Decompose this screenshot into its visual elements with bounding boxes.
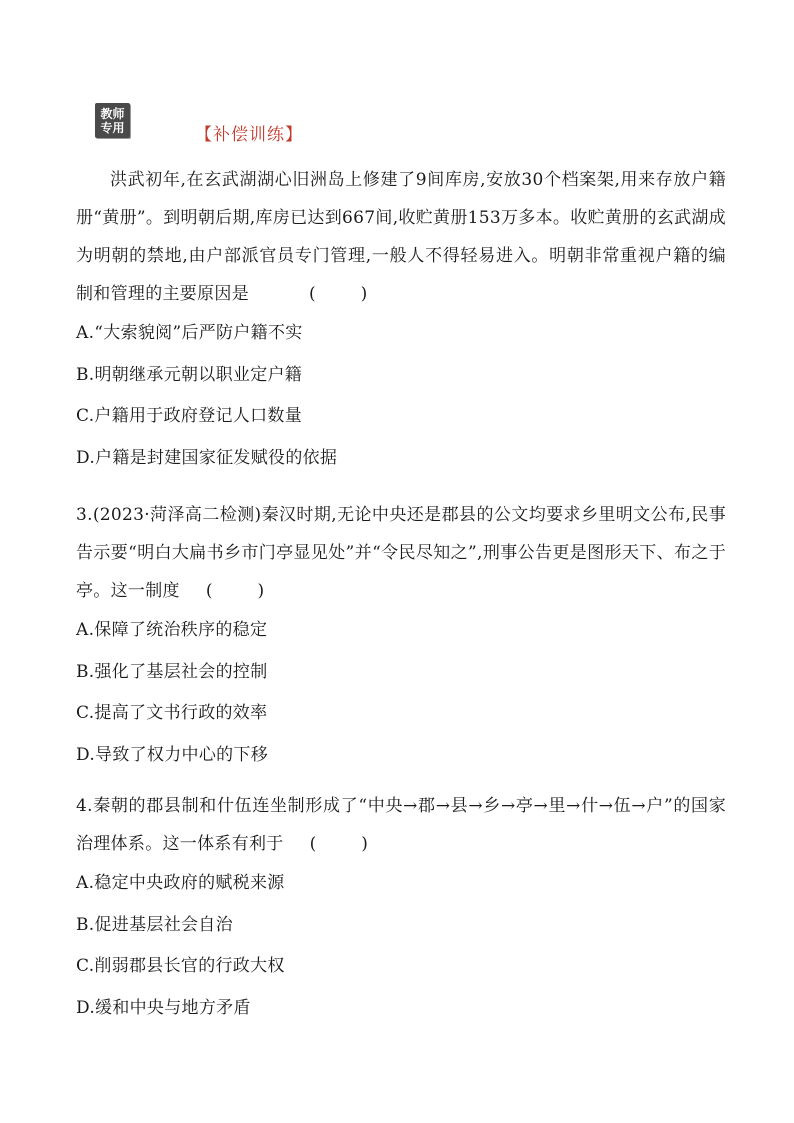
- option-a: A.“大索貌阅”后严防户籍不实: [76, 323, 303, 343]
- option-b: B.促进基层社会自治: [76, 914, 233, 935]
- question-4: [76, 787, 726, 1029]
- option-d: D.缓和中央与地方矛盾: [76, 997, 251, 1018]
- option-a: A.保障了统治秩序的稳定: [76, 620, 268, 640]
- option-d: D.导致了权力中心的下移: [76, 744, 269, 765]
- options-list: [76, 610, 726, 776]
- question-stem: 洪武初年,在玄武湖湖心旧洲岛上修建了9间库房,安放30个档案架,用来存放户籍册“黄册”。到明朝后期,库房已达到667间,收贮黄册153万多本。收贮黄册的玄武湖成为明朝的禁地,由户部派官员专门管理,一般人不得轻易进入。明朝非常重视户籍的编制和管理的主要原因是 ( ): [76, 161, 726, 313]
- question-supplementary: [76, 161, 726, 479]
- option-b: B.强化了基层社会的控制: [76, 661, 268, 682]
- answer-blank: ( ): [309, 284, 382, 304]
- teacher-only-badge: [95, 103, 130, 138]
- option-c: C.削弱郡县长官的行政大权: [76, 956, 285, 977]
- answer-blank: ( ): [205, 581, 279, 601]
- badge-line-2: 专用: [100, 120, 125, 135]
- question-stem: 3.(2023·菏泽高二检测)秦汉时期,无论中央还是郡县的公文均要求乡里明文公布,民事告示要“明白大扁书乡市门亭显见处”并“令民尽知之”,刑事公告更是图形天下、布之于亭。这一制度 ( ): [76, 496, 726, 610]
- option-b: B.明朝继承元朝以职业定户籍: [76, 364, 303, 385]
- section-title: 【补偿训练】: [195, 125, 303, 145]
- question-stem: 4.秦朝的郡县制和什伍连坐制形成了“中央→郡→县→乡→亭→里→什→伍→户”的国家治理体系。这一体系有利于 ( ): [76, 787, 726, 863]
- option-a: A.稳定中央政府的赋税来源: [76, 873, 285, 893]
- options-list: [76, 313, 726, 479]
- option-c: C.提高了文书行政的效率: [76, 703, 268, 724]
- question-3: [76, 496, 726, 776]
- badge-line-1: 教师: [100, 106, 125, 121]
- options-list: [76, 863, 726, 1029]
- answer-blank: ( ): [309, 834, 382, 854]
- option-c: C.户籍用于政府登记人口数量: [76, 406, 303, 427]
- option-d: D.户籍是封建国家征发赋役的依据: [76, 447, 338, 468]
